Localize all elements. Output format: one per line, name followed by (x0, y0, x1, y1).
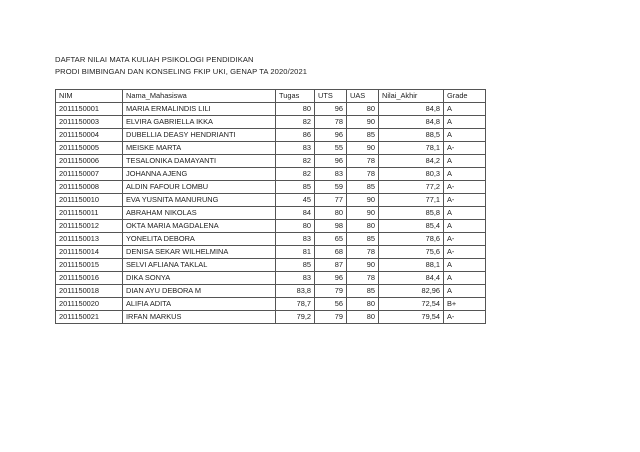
cell-nim: 2011150011 (56, 207, 123, 220)
cell-nim: 2011150013 (56, 233, 123, 246)
cell-uas: 85 (347, 233, 379, 246)
header-uas: UAS (347, 90, 379, 103)
cell-nim: 2011150014 (56, 246, 123, 259)
cell-tugas: 83 (276, 142, 315, 155)
cell-uas: 78 (347, 272, 379, 285)
cell-nim: 2011150003 (56, 116, 123, 129)
cell-tugas: 82 (276, 168, 315, 181)
cell-uts: 59 (315, 181, 347, 194)
header-nilai-akhir: Nilai_Akhir (379, 90, 444, 103)
cell-uas: 80 (347, 103, 379, 116)
table-row (56, 285, 486, 298)
grades-table (55, 89, 486, 324)
cell-grade: A (444, 168, 486, 181)
cell-uas: 78 (347, 168, 379, 181)
cell-nilai-akhir: 78,6 (379, 233, 444, 246)
cell-tugas: 82 (276, 155, 315, 168)
cell-nim: 2011150015 (56, 259, 123, 272)
cell-nim: 2011150016 (56, 272, 123, 285)
cell-nilai-akhir: 72,54 (379, 298, 444, 311)
cell-tugas: 85 (276, 181, 315, 194)
cell-nama: DENISA SEKAR WILHELMINA (123, 246, 276, 259)
cell-grade: A- (444, 194, 486, 207)
cell-grade: A- (444, 233, 486, 246)
table-row (56, 129, 486, 142)
cell-tugas: 83,8 (276, 285, 315, 298)
cell-uts: 77 (315, 194, 347, 207)
cell-uts: 80 (315, 207, 347, 220)
table-row (56, 207, 486, 220)
cell-nama: OKTA MARIA MAGDALENA (123, 220, 276, 233)
cell-nama: TESALONIKA DAMAYANTI (123, 155, 276, 168)
cell-nilai-akhir: 84,8 (379, 116, 444, 129)
cell-uts: 78 (315, 116, 347, 129)
cell-grade: A (444, 272, 486, 285)
cell-nama: IRFAN MARKUS (123, 311, 276, 324)
cell-nilai-akhir: 88,5 (379, 129, 444, 142)
cell-uas: 90 (347, 207, 379, 220)
cell-tugas: 80 (276, 220, 315, 233)
cell-nilai-akhir: 85,4 (379, 220, 444, 233)
cell-tugas: 83 (276, 233, 315, 246)
cell-uts: 79 (315, 285, 347, 298)
cell-uts: 98 (315, 220, 347, 233)
cell-grade: A- (444, 246, 486, 259)
cell-nim: 2011150008 (56, 181, 123, 194)
cell-grade: A (444, 155, 486, 168)
cell-uas: 78 (347, 155, 379, 168)
table-row (56, 272, 486, 285)
cell-nama: MEISKE MARTA (123, 142, 276, 155)
header-nama: Nama_Mahasiswa (123, 90, 276, 103)
cell-nim: 2011150001 (56, 103, 123, 116)
table-row (56, 116, 486, 129)
cell-nilai-akhir: 79,54 (379, 311, 444, 324)
cell-nama: JOHANNA AJENG (123, 168, 276, 181)
cell-tugas: 45 (276, 194, 315, 207)
table-row (56, 142, 486, 155)
cell-uas: 80 (347, 220, 379, 233)
cell-nim: 2011150004 (56, 129, 123, 142)
cell-nama: DIAN AYU DEBORA M (123, 285, 276, 298)
table-row (56, 298, 486, 311)
table-body (56, 103, 486, 324)
cell-uts: 55 (315, 142, 347, 155)
cell-nama: MARIA ERMALINDIS LILI (123, 103, 276, 116)
cell-grade: A (444, 116, 486, 129)
cell-tugas: 85 (276, 259, 315, 272)
cell-nilai-akhir: 77,1 (379, 194, 444, 207)
cell-uts: 96 (315, 155, 347, 168)
cell-uts: 87 (315, 259, 347, 272)
cell-nama: YONELITA DEBORA (123, 233, 276, 246)
cell-grade: A- (444, 181, 486, 194)
cell-grade: A- (444, 311, 486, 324)
cell-grade: B+ (444, 298, 486, 311)
cell-nama: EVA YUSNITA MANURUNG (123, 194, 276, 207)
cell-nim: 2011150021 (56, 311, 123, 324)
cell-nama: SELVI AFLIANA TAKLAL (123, 259, 276, 272)
cell-uts: 96 (315, 129, 347, 142)
cell-uas: 85 (347, 285, 379, 298)
table-row (56, 246, 486, 259)
cell-nama: ALIFIA ADITA (123, 298, 276, 311)
title-line-course: DAFTAR NILAI MATA KULIAH PSIKOLOGI PENDIDIKAN (55, 55, 254, 64)
cell-tugas: 86 (276, 129, 315, 142)
cell-tugas: 83 (276, 272, 315, 285)
cell-nilai-akhir: 88,1 (379, 259, 444, 272)
cell-nilai-akhir: 77,2 (379, 181, 444, 194)
cell-nilai-akhir: 82,96 (379, 285, 444, 298)
title-line-program: PRODI BIMBINGAN DAN KONSELING FKIP UKI, GENAP TA 2020/2021 (55, 67, 308, 76)
cell-nilai-akhir: 78,1 (379, 142, 444, 155)
cell-nama: ALDIN FAFOUR LOMBU (123, 181, 276, 194)
cell-nama: ELVIRA GABRIELLA IKKA (123, 116, 276, 129)
table-row (56, 168, 486, 181)
table-row (56, 233, 486, 246)
cell-uas: 78 (347, 246, 379, 259)
cell-grade: A (444, 129, 486, 142)
cell-nim: 2011150007 (56, 168, 123, 181)
table-row (56, 181, 486, 194)
cell-nim: 2011150018 (56, 285, 123, 298)
cell-nilai-akhir: 84,2 (379, 155, 444, 168)
header-nim: NIM (56, 90, 123, 103)
cell-nilai-akhir: 84,4 (379, 272, 444, 285)
cell-nama: ABRAHAM NIKOLAS (123, 207, 276, 220)
cell-uts: 68 (315, 246, 347, 259)
cell-nim: 2011150020 (56, 298, 123, 311)
table-row (56, 259, 486, 272)
cell-nim: 2011150010 (56, 194, 123, 207)
cell-tugas: 81 (276, 246, 315, 259)
cell-uts: 96 (315, 103, 347, 116)
cell-tugas: 84 (276, 207, 315, 220)
cell-uas: 80 (347, 311, 379, 324)
header-grade: Grade (444, 90, 486, 103)
document-title (55, 54, 307, 78)
cell-nama: DUBELLIA DEASY HENDRIANTI (123, 129, 276, 142)
cell-uas: 90 (347, 116, 379, 129)
cell-grade: A (444, 220, 486, 233)
cell-tugas: 82 (276, 116, 315, 129)
table-row (56, 155, 486, 168)
cell-grade: A- (444, 142, 486, 155)
table-row (56, 220, 486, 233)
cell-nama: DIKA SONYA (123, 272, 276, 285)
cell-nilai-akhir: 84,8 (379, 103, 444, 116)
cell-nim: 2011150006 (56, 155, 123, 168)
cell-uas: 80 (347, 298, 379, 311)
cell-grade: A (444, 285, 486, 298)
cell-nilai-akhir: 75,6 (379, 246, 444, 259)
cell-nim: 2011150005 (56, 142, 123, 155)
cell-uts: 96 (315, 272, 347, 285)
cell-tugas: 80 (276, 103, 315, 116)
cell-nilai-akhir: 85,8 (379, 207, 444, 220)
cell-uts: 79 (315, 311, 347, 324)
cell-uas: 90 (347, 259, 379, 272)
header-tugas: Tugas (276, 90, 315, 103)
cell-uts: 65 (315, 233, 347, 246)
cell-uas: 85 (347, 181, 379, 194)
cell-uas: 90 (347, 194, 379, 207)
cell-uts: 56 (315, 298, 347, 311)
cell-nilai-akhir: 80,3 (379, 168, 444, 181)
cell-uas: 90 (347, 142, 379, 155)
table-row (56, 103, 486, 116)
cell-uts: 83 (315, 168, 347, 181)
cell-grade: A (444, 103, 486, 116)
table-row (56, 194, 486, 207)
cell-uas: 85 (347, 129, 379, 142)
cell-nim: 2011150012 (56, 220, 123, 233)
table-row (56, 311, 486, 324)
table-header-row (56, 90, 486, 103)
cell-grade: A (444, 259, 486, 272)
cell-tugas: 79,2 (276, 311, 315, 324)
cell-tugas: 78,7 (276, 298, 315, 311)
cell-grade: A (444, 207, 486, 220)
header-uts: UTS (315, 90, 347, 103)
